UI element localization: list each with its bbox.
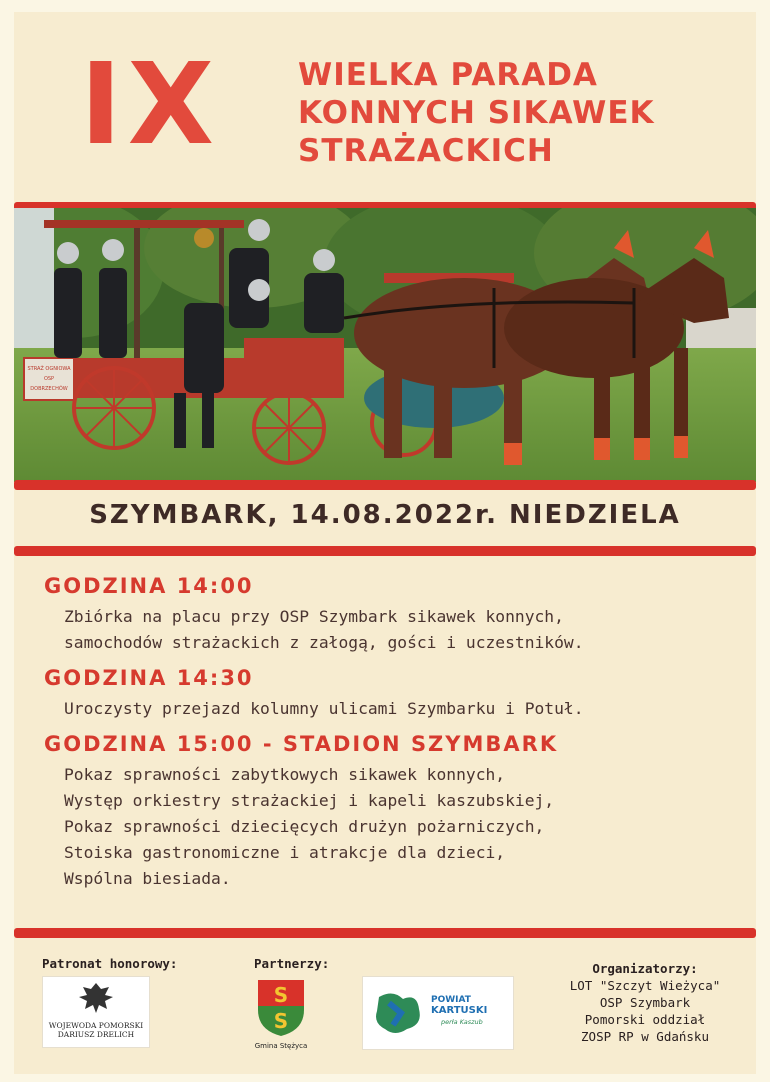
organizer-line: LOT "Szczyt Wieżyca" <box>569 978 721 993</box>
organizer-line: OSP Szymbark <box>599 995 691 1010</box>
powiat-line2: KARTUSKI <box>431 1005 488 1016</box>
event-date: SZYMBARK, 14.08.2022r. NIEDZIELA <box>89 500 681 530</box>
schedule-heading: GODZINA 15:00 - STADION SZYMBARK <box>44 732 559 756</box>
wojewoda-logo <box>42 976 150 1048</box>
gmina-crest <box>254 976 308 1048</box>
title-line-1: WIELKA PARADA <box>298 57 598 93</box>
schedule-heading: GODZINA 14:00 <box>44 574 254 598</box>
powiat-line1: POWIAT <box>431 995 471 1005</box>
schedule-line: Stoiska gastronomiczne i atrakcje dla dzieci, <box>64 843 506 862</box>
divider-stripe <box>14 546 756 556</box>
schedule-line: samochodów strażackich z załogą, gości i uczestników. <box>64 633 584 652</box>
parade-photo <box>14 208 756 482</box>
schedule-line: Uroczysty przejazd kolumny ulicami Szymbarku i Potuł. <box>64 699 584 718</box>
svg-text:S: S <box>273 983 289 1007</box>
organizers <box>530 960 760 1045</box>
wojewoda-title: WOJEWODA POMORSKI <box>48 1021 144 1030</box>
crest-icon <box>254 976 308 1038</box>
poster-background <box>14 12 756 1074</box>
organizer-line: Pomorski oddział <box>584 1012 706 1027</box>
powiat-emblem-icon <box>373 989 425 1037</box>
schedule-line: Pokaz sprawności zabytkowych sikawek konnych, <box>64 765 506 784</box>
horse-drawn-fire-engine-illustration <box>14 208 756 482</box>
svg-text:S: S <box>273 1009 289 1033</box>
organizer-line: ZOSP RP w Gdańsku <box>581 1029 709 1044</box>
schedule <box>44 574 744 902</box>
edition-numeral: IX <box>80 40 221 170</box>
wojewoda-name: DARIUSZ DRELICH <box>57 1030 135 1039</box>
divider-stripe <box>14 480 756 490</box>
eagle-emblem-icon <box>43 977 149 1017</box>
schedule-heading: GODZINA 14:30 <box>44 666 254 690</box>
schedule-block <box>44 666 744 722</box>
gmina-label: Gmina Stężyca <box>254 1042 308 1050</box>
schedule-line: Zbiórka na placu przy OSP Szymbark sikawek konnych, <box>64 607 564 626</box>
event-title <box>298 56 655 170</box>
title-line-3: STRAŻACKICH <box>298 133 554 169</box>
powiat-logo <box>362 976 514 1050</box>
schedule-line: Wspólna biesiada. <box>64 869 231 888</box>
powiat-tagline: perła Kaszub <box>441 1018 483 1026</box>
schedule-block <box>44 732 744 892</box>
schedule-block <box>44 574 744 656</box>
wagon-sign-line-2: OSP <box>43 376 55 382</box>
patronat-label: Patronat honorowy: <box>42 956 178 971</box>
schedule-line: Pokaz sprawności dziecięcych drużyn pożarniczych, <box>64 817 545 836</box>
schedule-line: Występ orkiestry strażackiej i kapeli kaszubskiej, <box>64 791 555 810</box>
title-line-2: KONNYCH SIKAWEK <box>298 95 655 131</box>
divider-stripe <box>14 928 756 938</box>
organizers-label: Organizatorzy: <box>592 961 698 976</box>
partnerzy-label: Partnerzy: <box>254 956 330 971</box>
wagon-sign-line-1: STRAŻ OGNIOWA <box>27 366 71 372</box>
wagon-sign-line-3: DOBRZECHÓW <box>30 386 68 392</box>
